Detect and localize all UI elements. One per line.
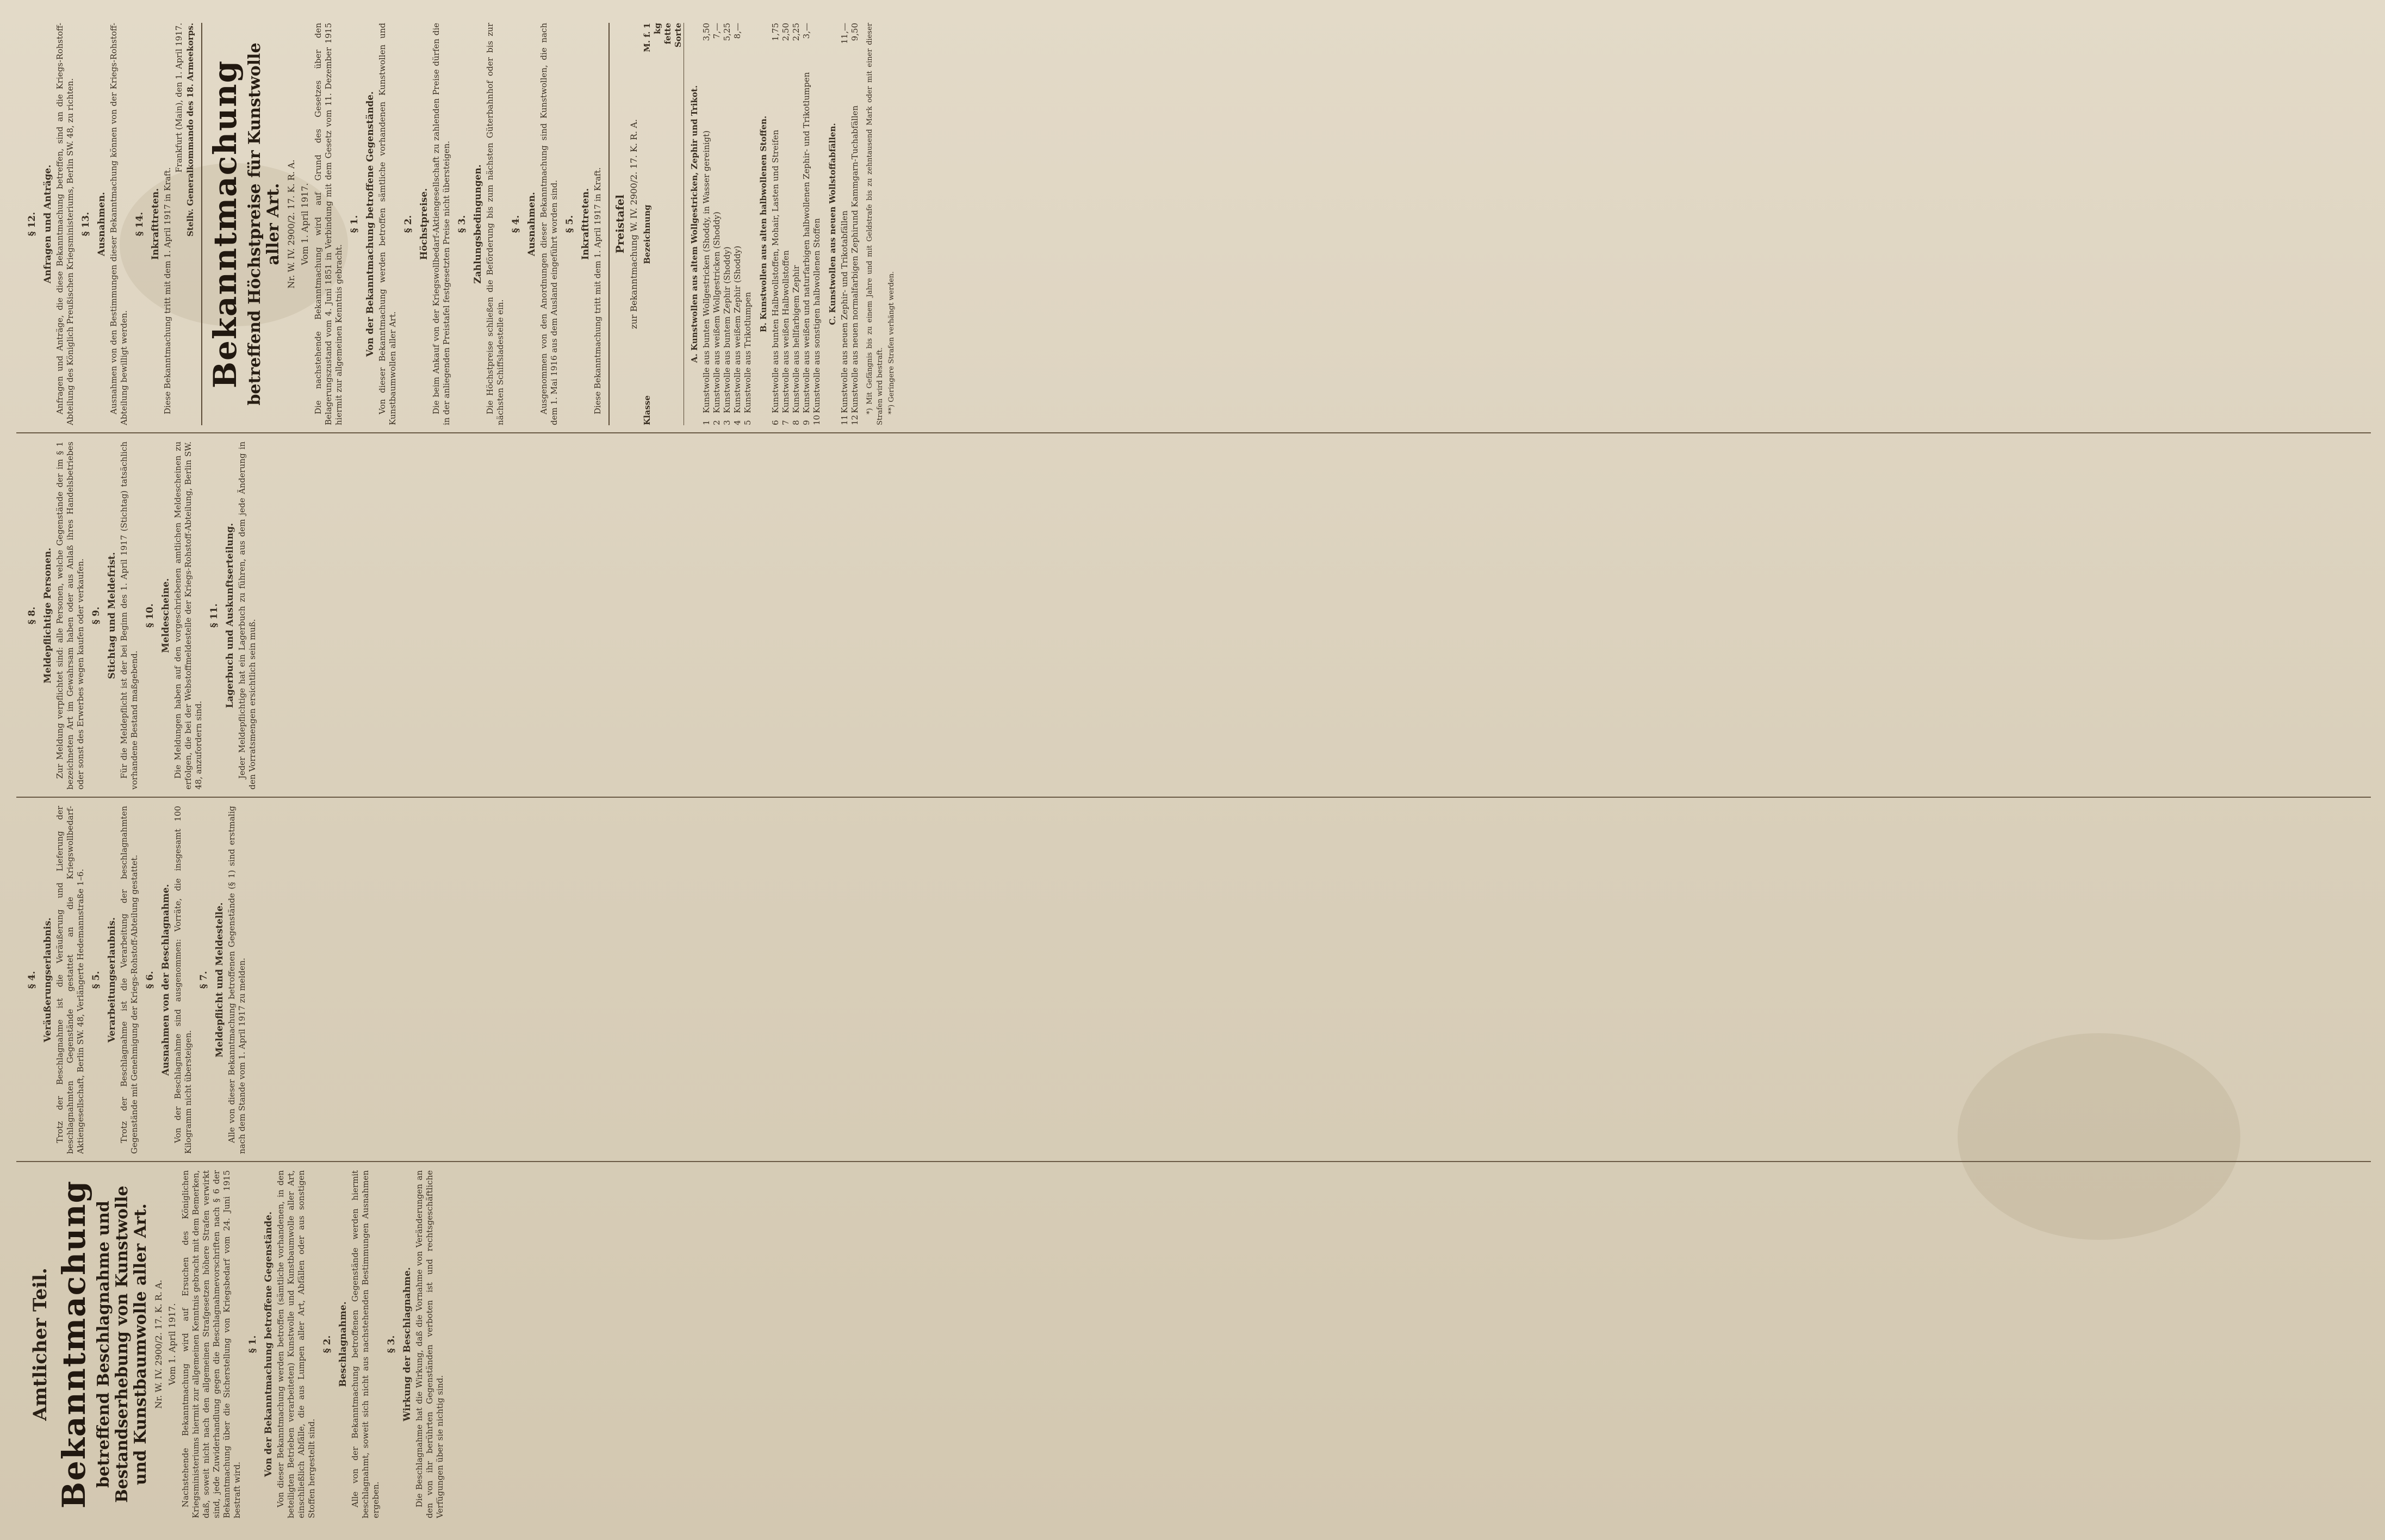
section-number: § 11.	[209, 603, 220, 628]
price-row-price: 2,50	[781, 23, 791, 41]
price-row-price: 11,—	[840, 23, 849, 44]
paragraph: Die beim Ankauf von der Kriegswollbedarf-Aktiengesellschaft zu zahlenden Preise dürfen die in der anliegenden Preistafel festgesetzten Preise nicht übersteigen.	[431, 23, 451, 425]
price-row-number: 1	[701, 420, 711, 425]
section-title: Meldepflicht und Meldestelle.	[214, 902, 225, 1058]
price-row-price: 5,25	[722, 23, 732, 41]
header-designation: Bezeichnung	[642, 204, 652, 264]
section-title: Meldepflichtige Personen.	[42, 548, 53, 684]
section-number: § 9.	[91, 606, 102, 625]
price-row-price: 1,75	[771, 23, 780, 41]
section-number: § 6.	[145, 971, 156, 989]
paragraph: Alle von dieser Bekanntmachung betroffenen Gegenstände (§ 1) sind erstmalig nach dem Stande vom 1. April 1917 zu melden.	[227, 806, 247, 1154]
paragraph: Von der Beschlagnahme sind ausgenommen: Vorräte, die insgesamt 100 Kilogramm nicht übersteigen.	[173, 806, 193, 1154]
price-row-price: 2,25	[791, 23, 801, 41]
price-row-price	[743, 23, 753, 55]
price-row	[712, 23, 722, 425]
paragraph: Die nachstehende Bekanntmachung wird auf Grund des Gesetzes über den Belagerungszustand vom 4. Juni 1851 in Verbindung mit dem Gesetz vom 11. Dezember 1915 hiermit zur allgemeinen Kenntnis gebracht.	[313, 23, 344, 425]
section-number: § 1.	[349, 215, 360, 233]
section-number: § 4.	[511, 215, 521, 233]
section-title: Veräußerungserlaubnis.	[42, 917, 53, 1042]
notice-title: Bekanntmachung	[55, 1179, 92, 1509]
section-number: § 4.	[27, 971, 38, 989]
price-row-number: 6	[771, 420, 780, 425]
section-number: § 10.	[145, 603, 156, 628]
price-table-body	[690, 23, 860, 425]
price-row-name: Kunstwolle aus bunten Wollgestricken (Shoddy, in Wasser gereinigt)	[701, 130, 711, 413]
column-rule	[16, 797, 2371, 798]
paragraph: Nachstehende Bekanntmachung wird auf Ersuchen des Königlichen Kriegsministeriums hiermit zur allgemeinen Kenntnis gebracht mit dem Bemerken, daß, soweit nicht nach den allgemeinen Strafgesetzen höhere Strafen verwirkt sind, jede Zuwiderhandlung gegen die Beschlagnahmevorschriften nach § 6 der Bekanntmachung über die Sicherstellung von Kriegsbedarf vom 24. Juni 1915 bestraft wird.	[181, 1170, 242, 1518]
section-title: Meldescheine.	[160, 578, 171, 653]
section-number: § 8.	[27, 606, 38, 625]
section-number: § 3.	[457, 215, 468, 233]
footnote: **) Geringere Strafen verhängt werden.	[887, 271, 896, 414]
price-row-price: 7,—	[712, 23, 722, 39]
section-number: § 2.	[403, 215, 414, 233]
paragraph: Ausgenommen von den Anordnungen dieser Bekanntmachung sind Kunstwollen, die nach dem 1. Mai 1916 aus dem Ausland eingeführt worden sind.	[539, 23, 559, 425]
section-title: Höchstpreise.	[419, 188, 430, 260]
price-group-label: C. Kunstwollen aus neuen Wollstoffabfällen.	[828, 123, 837, 325]
paragraph: Alle von der Bekanntmachung betroffenen Gegenstände werden hiermit beschlagnahmt, soweit sich nicht aus nachstehenden Bestimmungen Ausnahmen ergeben.	[350, 1170, 381, 1518]
section-number: § 14.	[134, 212, 145, 237]
second-notice-date: Vom 1. April 1917.	[300, 183, 310, 265]
price-table-header	[642, 23, 684, 425]
price-row	[812, 23, 822, 425]
price-row-number: 12	[850, 414, 860, 425]
section-title: Verarbeitungserlaubnis.	[107, 917, 117, 1043]
price-row	[791, 23, 802, 425]
signature-place-date: Frankfurt (Main), den 1. April 1917.	[174, 23, 184, 173]
column-1-body	[181, 1170, 445, 1518]
section-title: Ausnahmen.	[526, 192, 537, 256]
second-notice-subtitle: betreffend Höchstpreise für Kunstwolle aller Art.	[245, 42, 283, 406]
price-row-price: 3,—	[802, 23, 811, 39]
notice-reference: Nr. W. IV. 2900/2. 17. K. R. A.	[153, 1280, 164, 1409]
price-row-number: 9	[802, 420, 811, 425]
notice-subtitle: betreffend Beschlagnahme und Bestandserhebung von Kunstwolle und Kunstbaumwolle aller Art.	[94, 1185, 150, 1503]
paragraph: Trotz der Beschlagnahme ist die Verarbeitung der beschlagnahmten Gegenstände mit Genehmigung der Kriegs-Rohstoff-Abteilung gestattet.	[119, 806, 139, 1154]
notice-divider	[201, 23, 202, 425]
price-row	[781, 23, 791, 425]
section-title: Stichtag und Meldefrist.	[107, 552, 117, 679]
section-number: § 7.	[198, 971, 209, 989]
price-row-number: 10	[812, 414, 822, 425]
price-row-number: 11	[840, 414, 849, 425]
paragraph: Von dieser Bekanntmachung werden betroffen sämtliche vorhandenen Kunstwollen und Kunstbaumwollen aller Art.	[377, 23, 398, 425]
price-row-name: Kunstwolle aus weißem Wollgestricken (Shoddy)	[712, 212, 722, 413]
price-row-name: Kunstwolle aus bunten Halbwollstoffen, Mohair, Lasten und Streifen	[771, 129, 780, 413]
paragraph: Anfragen und Anträge, die diese Bekanntmachung betreffen, sind an die Kriegs-Rohstoff-Abteilung des Königlich Preußischen Kriegsministeriums, Berlin SW. 48, zu richten.	[55, 23, 75, 425]
price-row-number: 2	[712, 420, 722, 425]
price-group-label: B. Kunstwollen aus alten halbwollenen Stoffen.	[759, 115, 768, 333]
price-row-name: Kunstwolle aus hellfarbigem Zephir	[791, 265, 801, 413]
price-row	[732, 23, 743, 425]
price-row	[771, 23, 781, 425]
column-2	[22, 806, 2360, 1154]
price-row-name: Kunstwolle aus sonstigen halbwollenen Stoffen	[812, 218, 822, 413]
section-title: Anfragen und Anträge.	[42, 164, 53, 284]
price-row	[743, 23, 753, 425]
section-number: § 5.	[91, 971, 102, 989]
paragraph: Jeder Meldepflichtige hat ein Lagerbuch zu führen, aus dem jede Änderung in den Vorratsmengen ersichtlich sein muß.	[237, 442, 257, 790]
paragraph: Diese Bekanntmachung tritt mit dem 1. April 1917 in Kraft.	[593, 167, 603, 414]
section-number: § 5.	[564, 215, 575, 233]
column-rule	[16, 1161, 2371, 1162]
price-row-price: 9,50	[850, 23, 860, 41]
price-row-number: 4	[732, 420, 742, 425]
price-row-name: Kunstwolle aus weißen Halbwollstoffen	[781, 250, 791, 413]
price-row-price: 3,50	[701, 23, 711, 41]
footnote: *) Mit Gefängnis bis zu einem Jahre und mit Geldstrafe bis zu zehntausend Mark oder mit einer dieser Strafen wird bestraft.	[866, 23, 884, 425]
section-title: Inkrafttreten.	[580, 188, 591, 260]
column-rule	[16, 432, 2371, 433]
price-row-number: 5	[743, 420, 753, 425]
section-number: § 13.	[80, 212, 91, 237]
price-group-label: A. Kunstwollen aus altem Wollgestricken, Zephir und Trikot.	[690, 85, 699, 363]
column-3	[22, 442, 2360, 790]
section-number: § 12.	[27, 212, 38, 237]
section-number: § 1.	[247, 1335, 258, 1353]
price-row-name: Kunstwolle aus weißem Zephir (Shoddy)	[732, 245, 742, 413]
section-title: Von der Bekanntmachung betroffene Gegenstände.	[263, 1211, 274, 1477]
price-row	[802, 23, 812, 425]
section-title: Von der Bekanntmachung betroffene Gegenstände.	[365, 91, 376, 357]
price-row-name: Kunstwolle aus neuen normalfarbigen Zephirund Kammgarn-Tuchabfällen	[850, 105, 860, 413]
section-title: Inkrafttreten.	[150, 188, 161, 260]
column-1	[22, 1170, 2360, 1518]
price-row-number: 8	[791, 420, 801, 425]
price-row-name: Kunstwolle aus buntem Zephir (Shoddy)	[722, 246, 732, 413]
price-row	[840, 23, 850, 425]
column-4	[22, 23, 2360, 425]
section-number: § 2.	[322, 1335, 333, 1353]
notice-date: Vom 1. April 1917.	[167, 1303, 177, 1386]
price-row-number: 3	[722, 420, 732, 425]
section-title: Ausnahmen.	[96, 192, 107, 256]
section-heading: Amtlicher Teil.	[29, 1268, 51, 1421]
paragraph: Die Höchstpreise schließen die Beförderung bis zum nächsten Güterbahnhof oder bis zur nächsten Schiffsladestelle ein.	[485, 23, 505, 425]
paragraph: Von dieser Bekanntmachung werden betroffen (sämtliche vorhandenen, in den beteiligten Betrieben verarbeiteten) Kunstwolle und Kunstbaumwolle aller Art, einschließlich Abfälle, die aus Lumpen aller Art, Abfällen oder aus sonstigen Stoffen hergestellt sind.	[276, 1170, 316, 1518]
paragraph: Diese Bekanntmachung tritt mit dem 1. April 1917 in Kraft.	[163, 167, 172, 414]
section-title: Zahlungsbedingungen.	[473, 164, 483, 284]
section-title: Ausnahmen von der Beschlagnahme.	[160, 884, 171, 1076]
section-number: § 3.	[386, 1335, 397, 1353]
paragraph: Die Beschlagnahme hat die Wirkung, daß die Vornahme von Veränderungen an den von ihr berührten Gegenständen verboten ist und rechtsgeschäftliche Verfügungen über sie nichtig sind.	[414, 1170, 445, 1518]
section-title: Beschlagnahme.	[338, 1301, 349, 1387]
price-table-caption: zur Bekanntmachung W. IV. 2900/2. 17. K. R. A.	[629, 119, 639, 329]
header-class: Klasse	[642, 395, 652, 425]
price-row	[722, 23, 732, 425]
paragraph: Zur Meldung verpflichtet sind: alle Personen, welche Gegenstände der im § 1 bezeichneten Art im Gewahrsam haben oder aus Anlaß ihres Handelsbetriebes oder sonst des Erwerbes wegen kaufen oder verkaufen.	[55, 442, 85, 790]
price-row-price	[812, 23, 822, 55]
price-row	[850, 23, 860, 425]
price-table-title: Preistafel	[613, 194, 626, 254]
paragraph: Trotz der Beschlagnahme ist die Veräußerung und Lieferung der beschlagnahmten Gegenstände gestattet an die Kriegswollbedarf-Aktiengesellschaft, Berlin SW. 48, Verlängerte Hedemannstraße 1–6.	[55, 806, 85, 1154]
price-row-name: Kunstwolle aus neuen Zephir- und Trikotabfällen	[840, 210, 849, 413]
price-row-price: 8,—	[732, 23, 742, 39]
table-divider	[608, 23, 610, 425]
paragraph: Ausnahmen von den Bestimmungen dieser Bekanntmachung können von der Kriegs-Rohstoff-Abteilung bewilligt werden.	[109, 23, 129, 425]
section-title: Lagerbuch und Auskunftserteilung.	[225, 523, 235, 709]
paragraph: Für die Meldepflicht ist der bei Beginn des 1. April 1917 (Stichtag) tatsächlich vorhandene Bestand maßgebend.	[119, 442, 139, 790]
paragraph: Die Meldungen haben auf den vorgeschriebenen amtlichen Meldescheinen zu erfolgen, die bei der Webstoffmeldestelle der Kriegs-Rohstoff-Abteilung, Berlin SW. 48, anzufordern sind.	[173, 442, 203, 790]
section-title: Wirkung der Beschlagnahme.	[402, 1267, 413, 1421]
price-row-name: Kunstwolle aus Trikotlumpen	[743, 291, 753, 413]
price-row-number: 7	[781, 420, 791, 425]
header-price: M. f. 1 kg fette Sorte	[642, 23, 683, 52]
second-notice-title: Bekanntmachung	[207, 59, 244, 389]
second-notice-reference: Nr. W. IV. 2900/2. 17. K. R. A.	[286, 159, 296, 289]
price-row-name: Kunstwolle aus weißen und naturfarbigen halbwollenen Zephir- und Trikotlumpen	[802, 72, 811, 413]
price-row	[701, 23, 712, 425]
signature-authority: Stellv. Generalkommando des 18. Armeekorps.	[185, 23, 195, 237]
